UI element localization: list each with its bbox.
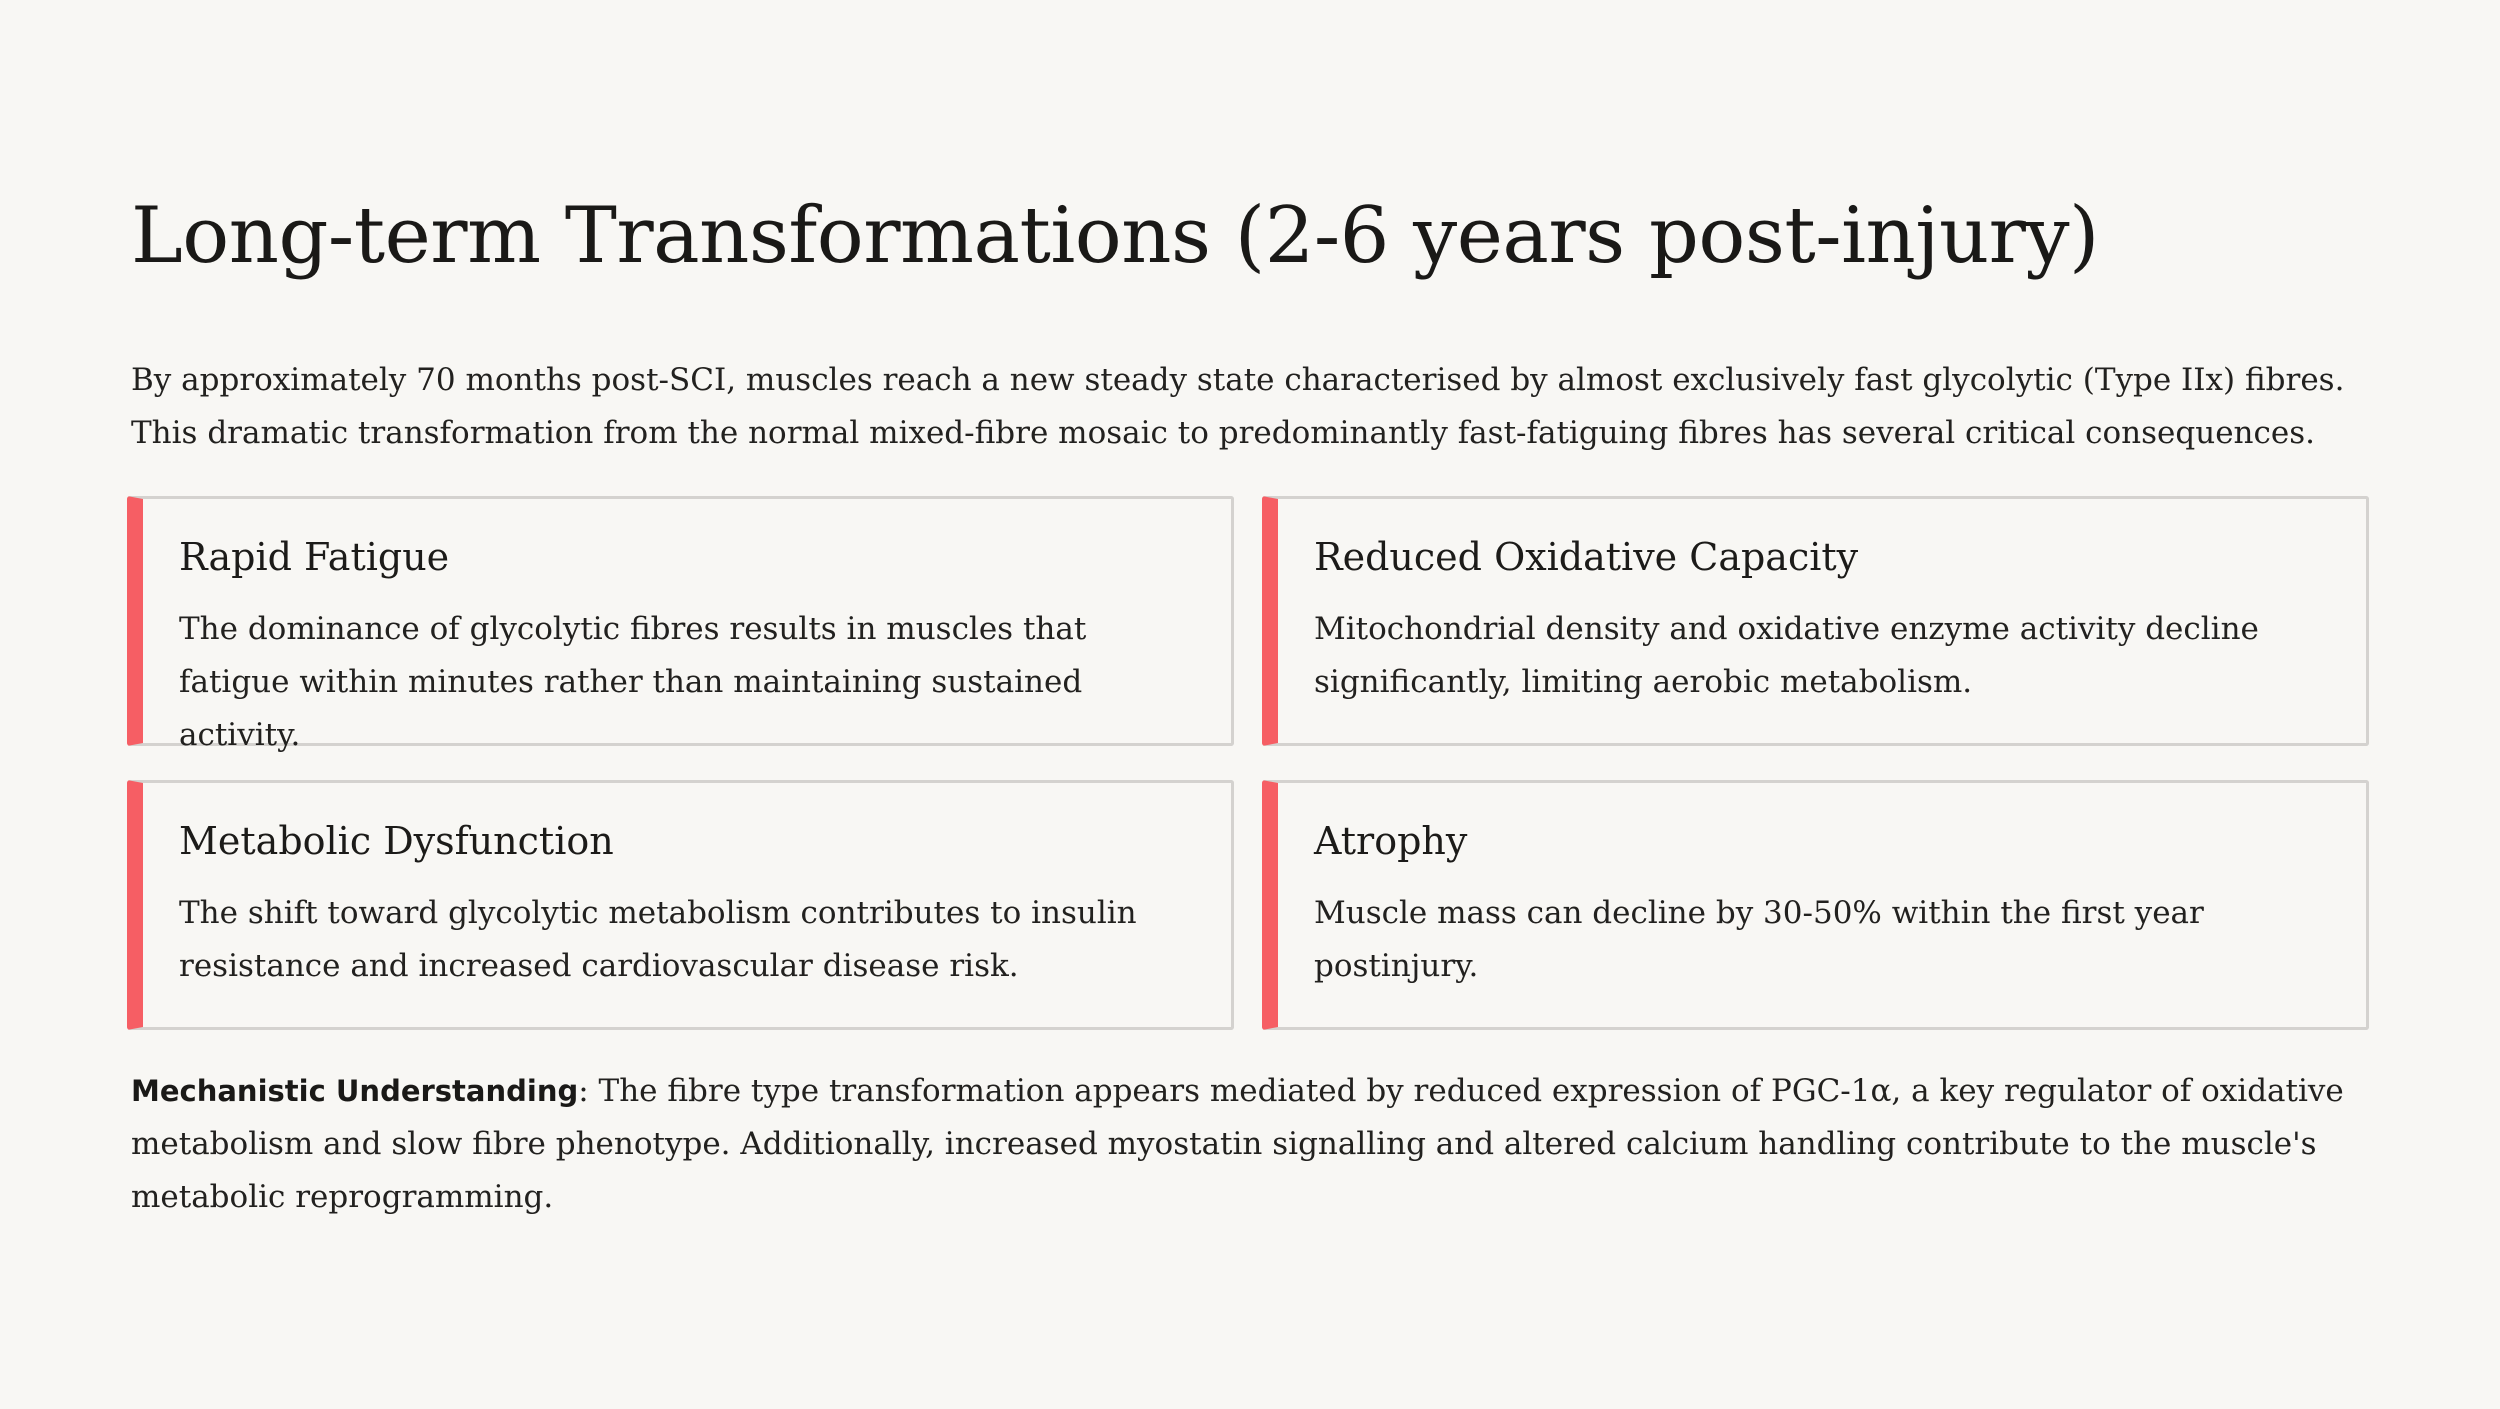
card-title: Atrophy: [1314, 819, 1468, 863]
card-metabolic-dysfunction: [127, 780, 1234, 1030]
mechanism-paragraph: [131, 1065, 2371, 1224]
card-title: Rapid Fatigue: [179, 535, 450, 579]
mechanism-separator: :: [578, 1073, 589, 1109]
card-title: Reduced Oxidative Capacity: [1314, 535, 1859, 579]
card-text: Mitochondrial density and oxidative enzyme activity decline significantly, limiting aerobic metabolism.: [1314, 611, 2259, 700]
mechanism-text: The fibre type transformation appears mediated by reduced expression of PGC-1α, a key regulator of oxidative metabolism and slow fibre phenotype. Additionally, increased myostatin signalling and altered calcium handling contribute to the muscle's metabolic reprogramming.: [131, 1073, 2344, 1215]
card-text: The shift toward glycolytic metabolism contributes to insulin resistance and increased cardiovascular disease risk.: [179, 895, 1137, 984]
card-text: The dominance of glycolytic fibres results in muscles that fatigue within minutes rather than maintaining sustained activity.: [179, 611, 1087, 753]
card-text: Muscle mass can decline by 30-50% within the first year postinjury.: [1314, 895, 2204, 984]
card-rapid-fatigue: [127, 496, 1234, 753]
mechanism-label: Mechanistic Understanding: [131, 1074, 579, 1108]
card-atrophy: [1262, 780, 2369, 1030]
page-title: Long-term Transformations (2-6 years post-injury): [131, 191, 2099, 281]
intro-paragraph: By approximately 70 months post-SCI, muscles reach a new steady state characterised by almost exclusively fast glycolytic (Type IIx) fibres. This dramatic transformation from the normal mixed-fibre mosaic to predominantly fast-fatiguing fibres has several critical consequences.: [131, 362, 2345, 451]
consequence-cards: [127, 496, 2369, 1030]
card-title: Metabolic Dysfunction: [179, 819, 614, 863]
card-reduced-oxidative-capacity: [1262, 496, 2369, 746]
